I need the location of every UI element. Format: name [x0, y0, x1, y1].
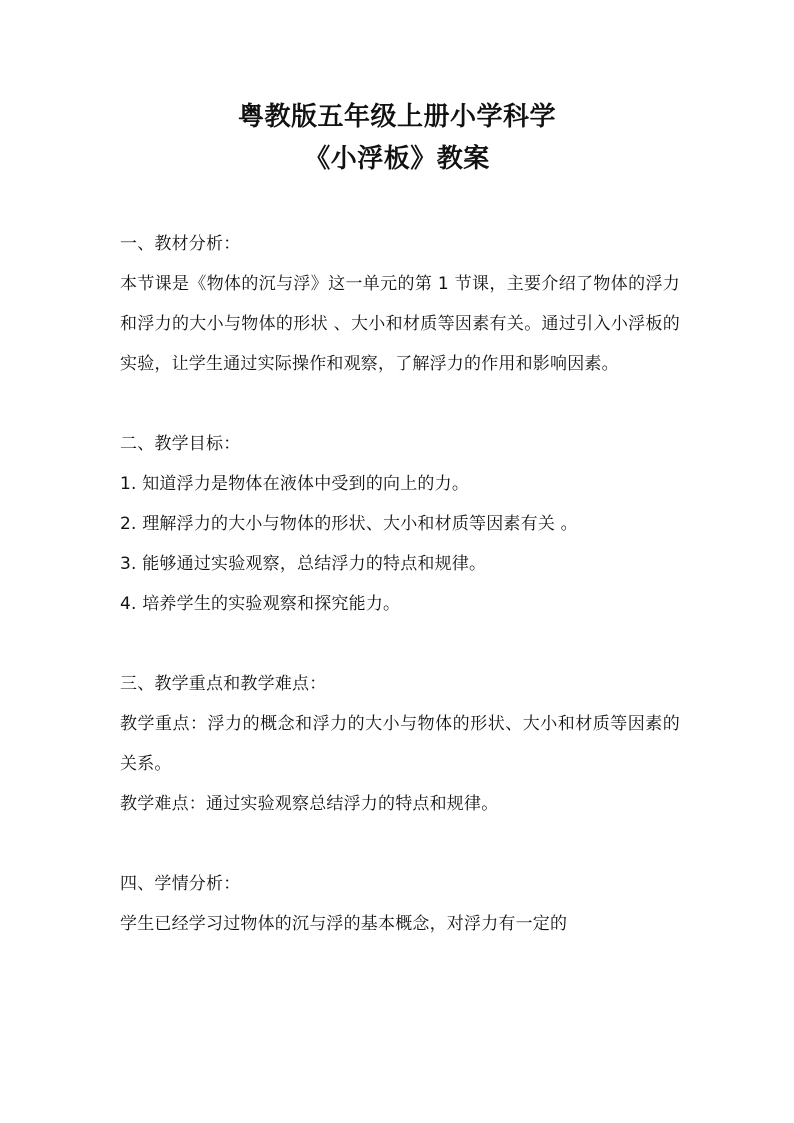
section-heading-students: 四、学情分析： — [120, 874, 241, 894]
title-line-2: 《小浮板》教案 — [304, 144, 490, 174]
key-point-difficulty: 教学难点：通过实验观察总结浮力的特点和规律。 — [120, 794, 499, 814]
section-spacer — [120, 824, 680, 864]
document-body — [120, 224, 680, 944]
section-text-students: 学生已经学习过物体的沉与浮的基本概念，对浮力有一定的 — [120, 914, 568, 934]
section-heading-goals: 二、教学目标： — [120, 434, 241, 454]
goal-item-1: 1. 知道浮力是物体在液体中受到的向上的力。 — [120, 474, 470, 494]
goal-item-4: 4. 培养学生的实验观察和探究能力。 — [120, 594, 401, 614]
document-title — [0, 96, 794, 180]
key-point-focus: 教学重点：浮力的概念和浮力的大小与物体的形状、大小和材质等因素的关系。 — [120, 714, 680, 774]
section-heading-key-points: 三、教学重点和教学难点： — [120, 674, 327, 694]
goal-item-3: 3. 能够通过实验观察，总结浮力的特点和规律。 — [120, 554, 487, 574]
goal-item-2: 2. 理解浮力的大小与物体的形状、大小和材质等因素有关 。 — [120, 514, 578, 534]
section-heading-analysis: 一、教材分析： — [120, 234, 241, 254]
section-text-analysis: 本节课是《物体的沉与浮》这一单元的第 1 节课，主要介绍了物体的浮力和浮力的大小与物体的形状 、大小和材质等因素有关。通过引入小浮板的实验，让学生通过实际操作和观察，了解浮力的作用和影响因素。 — [120, 274, 680, 374]
section-spacer — [120, 384, 680, 424]
section-spacer — [120, 624, 680, 664]
title-line-1: 粤教版五年级上册小学科学 — [237, 102, 556, 132]
